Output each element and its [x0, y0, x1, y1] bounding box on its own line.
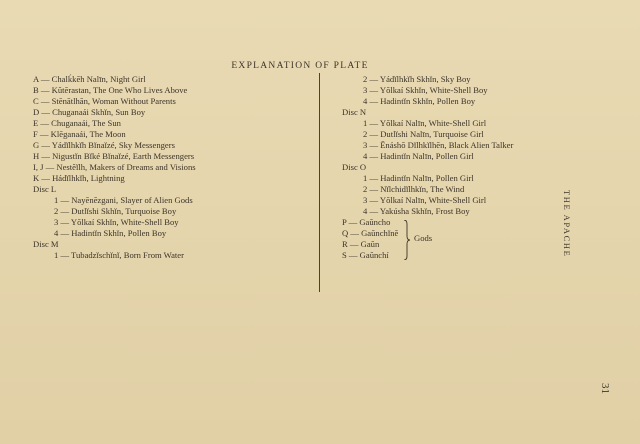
legend-entry: 4 — Hadintĭn Skhĭn, Pollen Boy [54, 228, 167, 238]
legend-entry: D — Chuganaái Skhĭn, Sun Boy [33, 107, 146, 117]
legend-entry: 2 — Yádĭlhkĭh Skhĭn, Sky Boy [363, 74, 471, 84]
legend-entry: 1 — Nayēnēzgani, Slayer of Alien Gods [54, 195, 193, 205]
legend-entry: 2 — Nĭlchidĭlhkĭn, The Wind [363, 184, 465, 194]
gods-entry: Q — Gaŭnchĭnĕ [342, 228, 399, 238]
disc-heading: Disc N [342, 107, 367, 117]
legend-entry: 3 — Ēnáshō Dĭlhkĭlhēn, Black Alien Talker [363, 140, 514, 150]
legend-entry: H — Nigustĭn Bĭké Bĭnaĭzé, Earth Messengers [33, 151, 195, 161]
legend-entry: 3 — Yŏlkaí Skhĭn, White-Shell Boy [363, 85, 488, 95]
legend-entry: 4 — Yakúsha Skhĭn, Frost Boy [363, 206, 470, 216]
legend-entry: A — Chalḱkēh Nalīn, Night Girl [33, 74, 146, 84]
left-column [33, 74, 313, 261]
disc-heading: Disc O [342, 162, 367, 172]
page-number: 31 [599, 383, 611, 394]
column-divider [319, 73, 320, 292]
legend-entry: 1 — Hadintĭn Nalīn, Pollen Girl [363, 173, 474, 183]
legend-entry: 4 — Hadintĭn Nalīn, Pollen Girl [363, 151, 474, 161]
legend-entry: G — Yádĭlhkĭh Bĭnaĭzé, Sky Messengers [33, 140, 175, 150]
gods-entry: R — Gaŭn [342, 239, 380, 249]
disc-heading: Disc L [33, 184, 57, 194]
gods-list [342, 217, 592, 261]
disc-heading: Disc M [33, 239, 59, 249]
legend-entry: 3 — Yŏlkaí Nalīn, White-Shell Girl [363, 195, 487, 205]
legend-entry: E — Chuganaái, The Sun [33, 118, 121, 128]
legend-entry: 1 — Tubadzĭschĭnĭ, Born From Water [54, 250, 184, 260]
page-title: EXPLANATION OF PLATE [231, 61, 369, 71]
legend-entry: K — Hádĭlhkĭh, Lightning [33, 173, 125, 183]
right-column [342, 74, 592, 261]
running-head: THE APACHE [562, 190, 572, 258]
legend-entry: 1 — Yŏlkaí Nalīn, White-Shell Girl [363, 118, 487, 128]
brace-icon [404, 220, 410, 260]
legend-entry: 3 — Yŏlkaí Skhĭn, White-Shell Boy [54, 217, 179, 227]
gods-entry: S — Gaŭnchí [342, 250, 389, 260]
legend-entry: 2 — Dutlĭshi Nalīn, Turquoise Girl [363, 129, 484, 139]
legend-entry: C — Stēnātlhān, Woman Without Parents [33, 96, 176, 106]
gods-label: Gods [414, 233, 433, 243]
gods-entry: P — Gaŭncho [342, 217, 391, 227]
legend-entry: F — Klēganaái, The Moon [33, 129, 126, 139]
legend-entry: B — Kŭtērastan, The One Who Lives Above [33, 85, 188, 95]
legend-entry: 4 — Hadintĭn Skhĭn, Pollen Boy [363, 96, 476, 106]
legend-entry: I, J — Nestĕĭlh, Makers of Dreams and Visions [33, 162, 196, 172]
legend-entry: 2 — Dutlĭshi Skhĭn, Turquoise Boy [54, 206, 177, 216]
